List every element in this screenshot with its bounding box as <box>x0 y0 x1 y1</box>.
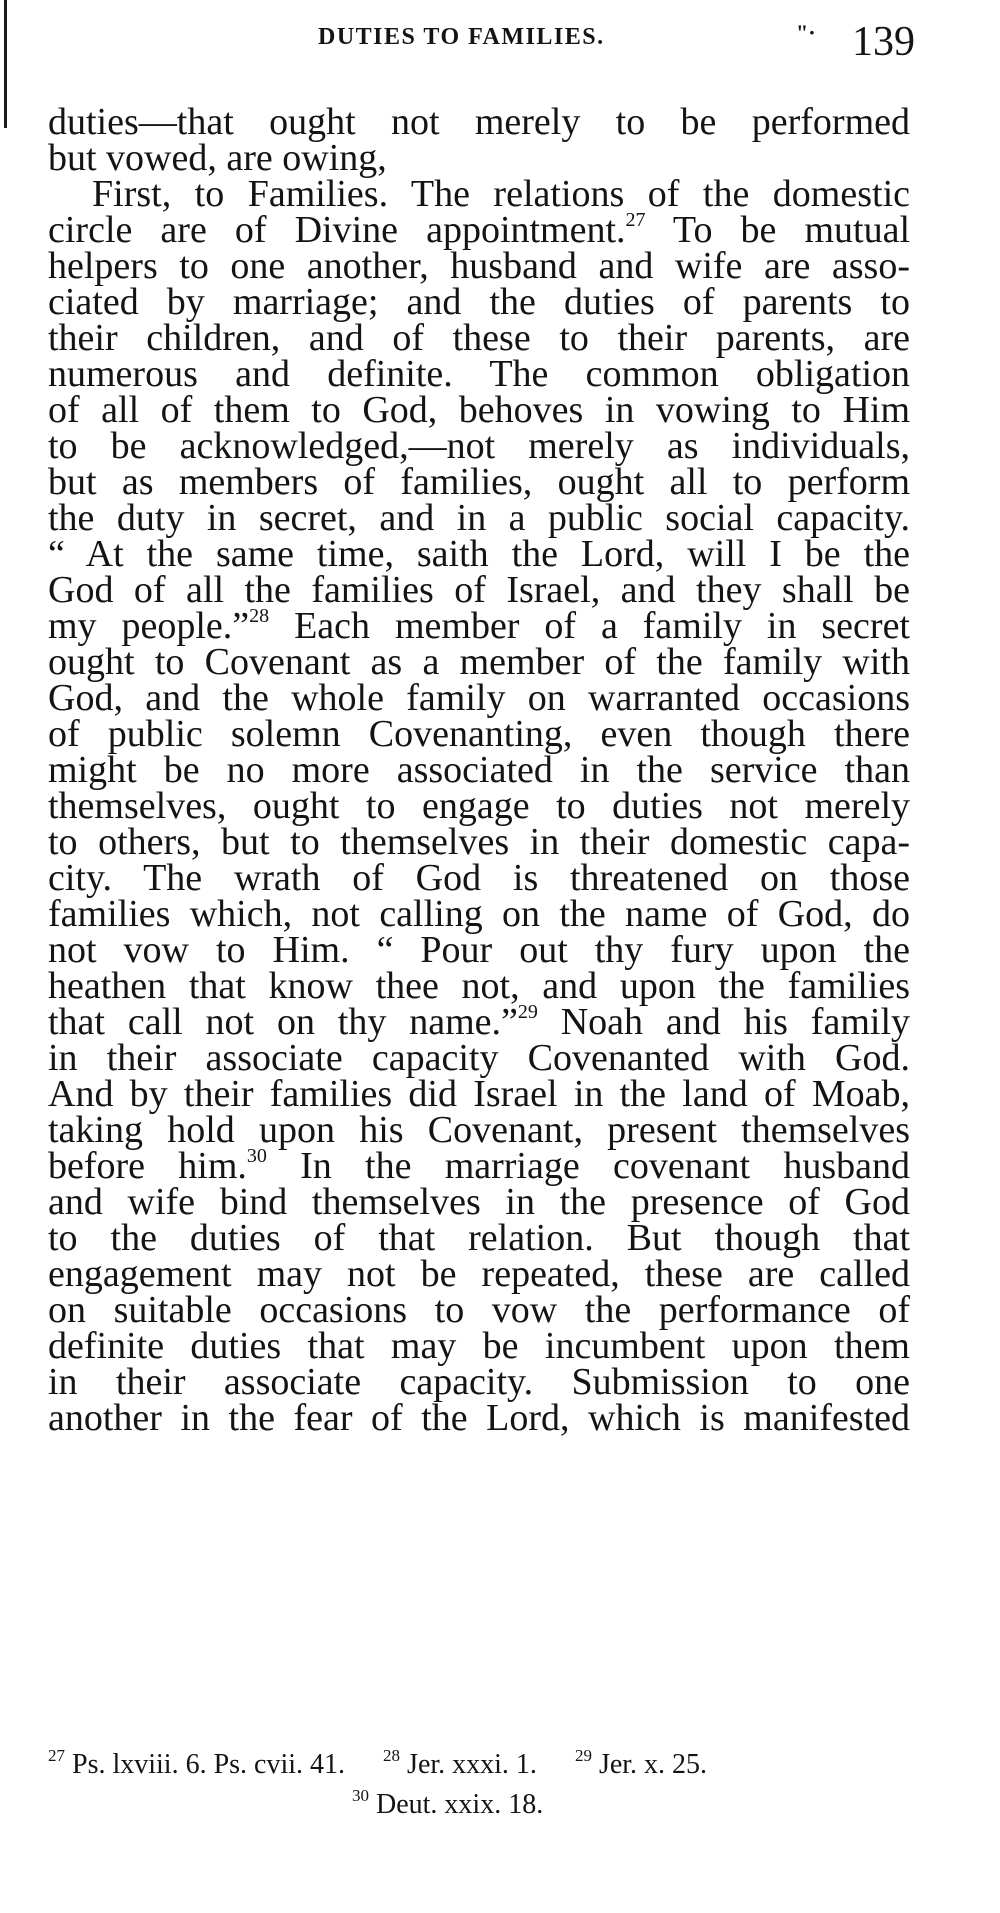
text-line: another in the fear of the Lord, which is manifested <box>48 1397 910 1439</box>
footnote-line <box>352 1788 543 1822</box>
footnote-ref: 29 <box>517 1001 538 1023</box>
text-line: numerous and definite. The common obligation <box>48 353 910 395</box>
footnote-29: $^{29}$ Jer. x. 25. <box>574 1746 708 1780</box>
text-line: to others, but to themselves in their domestic capa- <box>48 821 910 863</box>
text-line: on suitable occasions to vow the performance of <box>48 1289 910 1331</box>
text-line: themselves, ought to engage to duties not merely <box>48 785 910 827</box>
text-line: city. The wrath of God is threatened on those <box>48 857 910 899</box>
text-line: circle are of Divine appointment.$^{27}$ To be mutual <box>48 209 911 251</box>
footnote-ref: 30 <box>246 1145 267 1167</box>
footnote-27: $^{27}$ Ps. lxviii. 6. Ps. cvii. 41. <box>48 1746 346 1780</box>
text-line: engagement may not be repeated, these are called <box>48 1253 910 1295</box>
text-line: ciated by marriage; and the duties of parents to <box>48 281 910 323</box>
footnote-ref: 28 <box>249 605 270 627</box>
text-line: to be acknowledged,—not merely as individuals, <box>48 425 910 467</box>
footnote-30: $^{30}$ Deut. xxix. 18. <box>352 1786 544 1820</box>
text-line: helpers to one another, husband and wife are asso- <box>48 245 910 287</box>
text-line: of all of them to God, behoves in vowing to Him <box>48 389 910 431</box>
text-line: the duty in secret, and in a public social capacity. <box>48 497 910 539</box>
running-title: DUTIES TO FAMILIES. <box>318 24 605 50</box>
text-line: to the duties of that relation. But though that <box>48 1217 910 1259</box>
text-line: might be no more associated in the service than <box>48 749 910 791</box>
text-line: definite duties that may be incumbent upon them <box>48 1325 910 1367</box>
footnote-28: $^{28}$ Jer. xxxi. 1. <box>383 1746 537 1780</box>
text-line: taking hold upon his Covenant, present themselves <box>48 1109 910 1151</box>
text-line: duties—that ought not merely to be performed <box>48 101 910 143</box>
text-line: not vow to Him. “ Pour out thy fury upon the <box>48 929 910 971</box>
text-line: their children, and of these to their parents, are <box>48 317 910 359</box>
text-line: families which, not calling on the name of God, do <box>48 893 910 935</box>
header-mark: "· <box>796 20 816 45</box>
text-line: and wife bind themselves in the presence of God <box>48 1181 910 1223</box>
text-line: ought to Covenant as a member of the family with <box>48 641 910 683</box>
text-line: heathen that know thee not, and upon the families <box>48 965 910 1007</box>
text-line: God, and the whole family on warranted occasions <box>48 677 910 719</box>
text-line: before him.$^{30}$ In the marriage covenant husband <box>48 1145 911 1187</box>
footnote-line <box>48 1748 707 1782</box>
text-line: And by their families did Israel in the land of Moab, <box>48 1073 910 1115</box>
page-number: 139 <box>852 19 915 65</box>
page-edge-line <box>4 0 7 128</box>
text-line: First, to Families. The relations of the domestic <box>92 173 910 215</box>
text-line: in their associate capacity Covenanted with God. <box>48 1037 910 1079</box>
text-line: but vowed, are owing, <box>48 137 387 179</box>
text-line: of public solemn Covenanting, even though there <box>48 713 910 755</box>
text-line: but as members of families, ought all to perform <box>48 461 910 503</box>
footnote-ref: 27 <box>625 209 646 231</box>
text-line: in their associate capacity. Submission to one <box>48 1361 910 1403</box>
text-line: that call not on thy name.”$^{29}$ Noah and his family <box>48 1001 910 1043</box>
text-line: my people.”$^{28}$ Each member of a family in secret <box>48 605 910 647</box>
text-line: “ At the same time, saith the Lord, will I be the <box>48 533 910 575</box>
text-line: God of all the families of Israel, and they shall be <box>48 569 910 611</box>
